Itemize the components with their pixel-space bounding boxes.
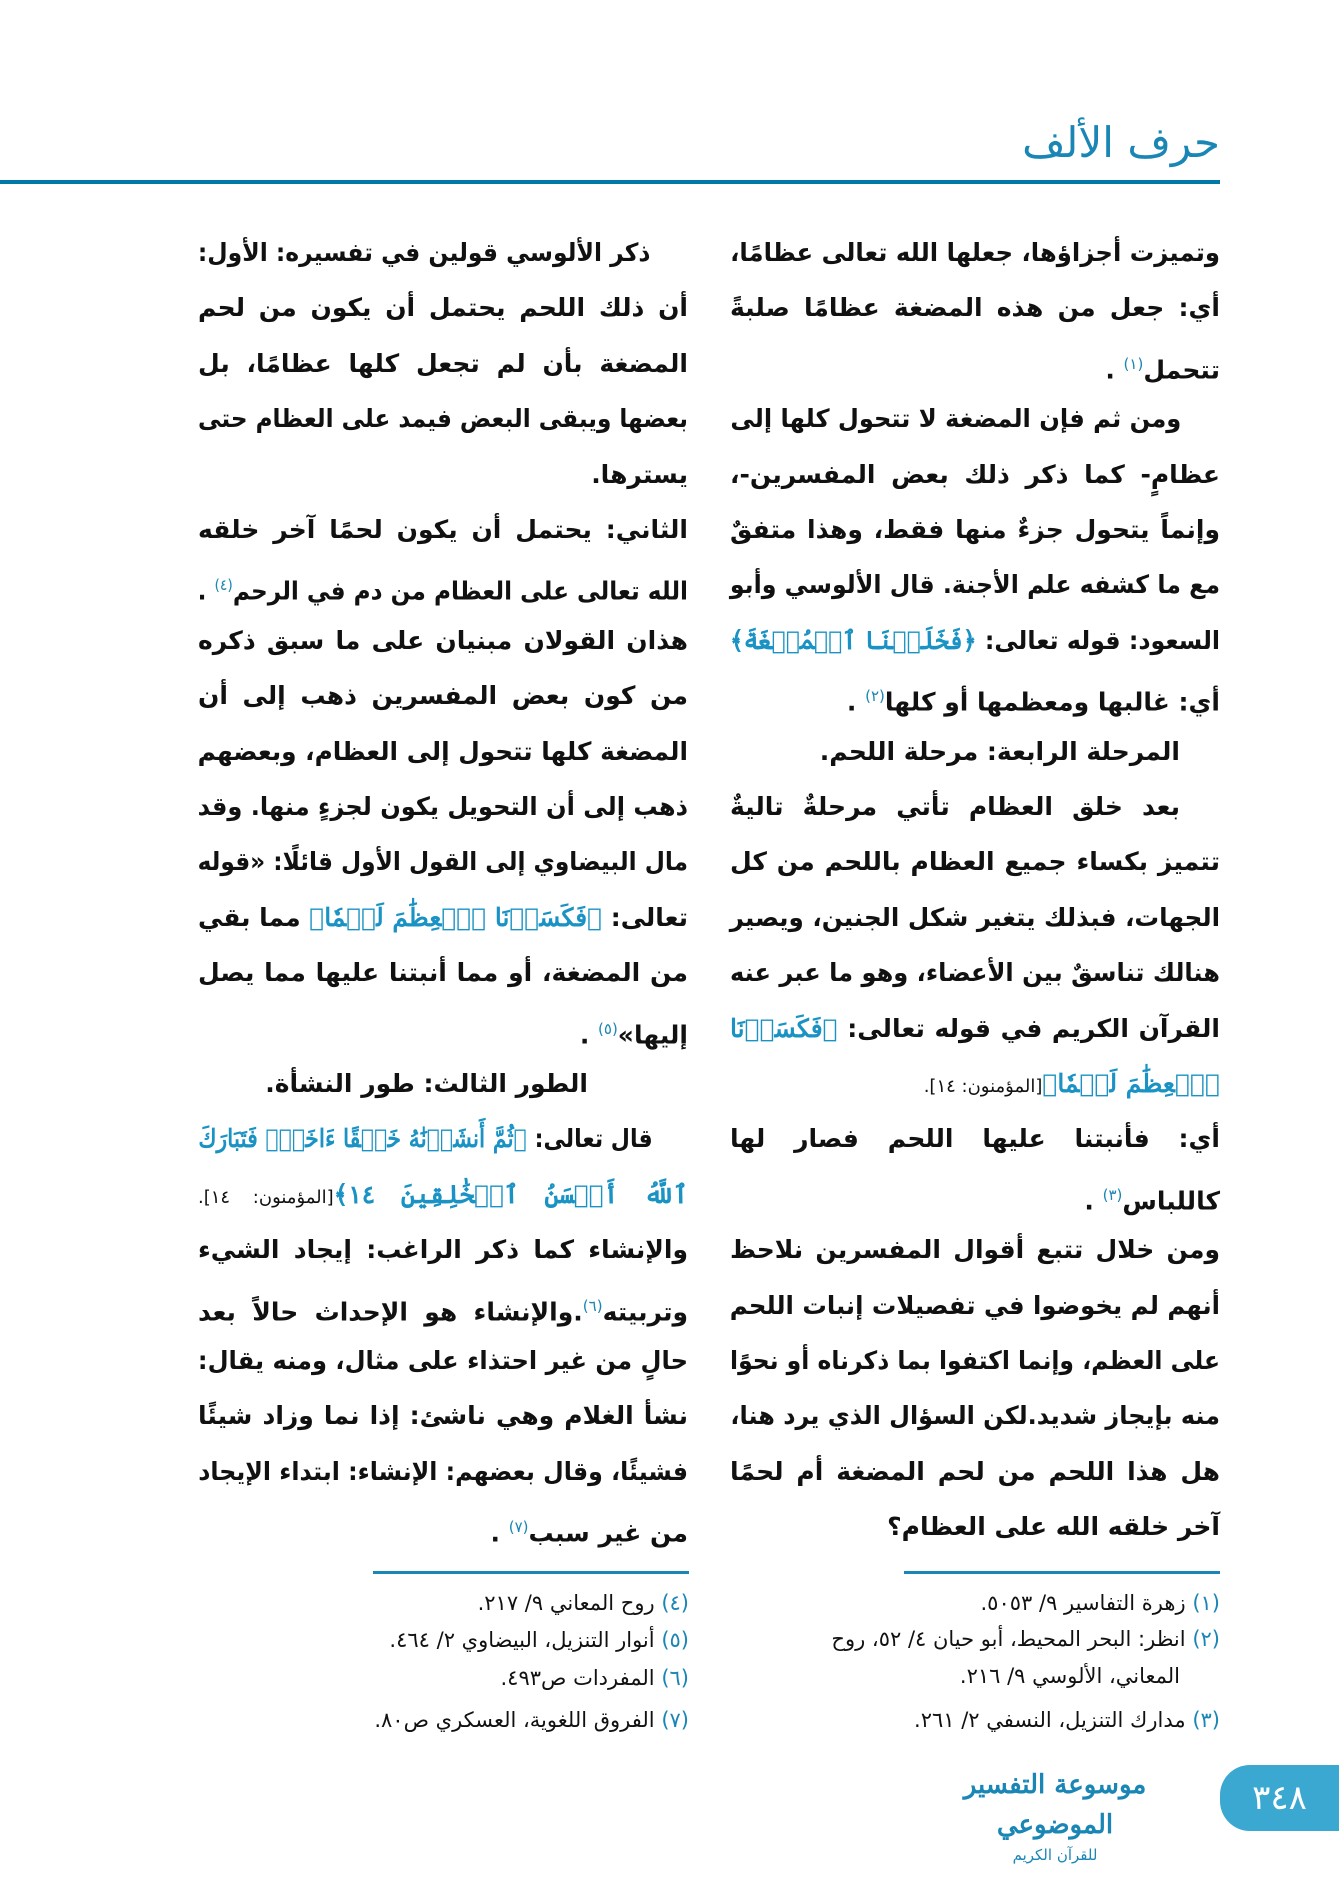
- text-segment: آخر خلقه الله على العظام؟: [887, 1512, 1220, 1542]
- text-line: [729, 1281, 1220, 1331]
- text-line: [198, 1391, 688, 1441]
- footnote-text: مدارك التنزيل، النسفي ٢/ ٢٦١.: [914, 1708, 1186, 1732]
- text-segment: تتحمل: [1143, 355, 1220, 385]
- logo-title: موسوعة التفسير الموضوعي: [963, 1770, 1147, 1840]
- text-segment: وتميزت أجزاؤها، جعلها الله تعالى عظامًا،: [730, 238, 1220, 267]
- text-segment: الجهات، فبذلك يتغير شكل الجنين، ويصير: [729, 902, 1220, 932]
- text-segment: من كون بعض المفسرين ذهب إلى أن: [198, 681, 688, 711]
- verse-reference: [المؤمنون: ١٤].: [923, 1076, 1043, 1097]
- text-segment: ذكر الألوسي قولين في تفسيره: الأول:: [197, 238, 651, 267]
- text-segment: .: [579, 1019, 599, 1049]
- text-segment: الطور الثالث: طور النشأة.: [265, 1069, 588, 1098]
- logo-subtitle: للقرآن الكريم: [1012, 1846, 1098, 1864]
- text-segment: .: [490, 1518, 509, 1548]
- text-line: [730, 228, 1220, 278]
- quran-verse: ﴿فَخَلَقۡنَا ٱلۡمُضۡغَةَ﴾: [729, 625, 977, 655]
- footnote-marker[interactable]: (٧): [508, 1518, 529, 1537]
- text-line: [198, 1059, 688, 1109]
- footnote-text: انظر: البحر المحيط، أبو حيان ٤/ ٥٢، روح: [831, 1627, 1186, 1651]
- text-segment: القرآن الكريم في قوله تعالى:: [837, 1013, 1220, 1043]
- text-segment: هنالك تناسقٌ بين الأعضاء، وهو ما عبر عنه: [730, 958, 1220, 988]
- quran-verse: ﴿فَكَسَوۡنَا ٱلۡعِظَٰمَ لَحۡمٗا﴾: [309, 902, 603, 932]
- text-line: [729, 616, 1220, 666]
- text-line: [730, 948, 1220, 998]
- text-line: [730, 1114, 1220, 1164]
- text-segment: هذان القولان مبنيان على ما سبق ذكره: [198, 625, 688, 655]
- text-line: [730, 283, 1220, 333]
- footnote-text: الفروق اللغوية، العسكري ص٨٠.: [374, 1708, 655, 1732]
- text-segment: كاللباس: [1122, 1186, 1220, 1216]
- footnote: [914, 1708, 1220, 1732]
- text-line: [730, 450, 1220, 500]
- text-line: [197, 782, 689, 832]
- text-line: [198, 1114, 688, 1164]
- text-line: [729, 893, 1220, 943]
- text-segment: من غير سبب: [528, 1518, 688, 1548]
- text-line: [730, 1502, 1220, 1552]
- footnote: [374, 1708, 689, 1732]
- text-segment: بعد خلق العظام تأتي مرحلةٌ تاليةٌ: [730, 792, 1180, 821]
- text-line: [730, 1336, 1220, 1386]
- text-line: [730, 1391, 1220, 1441]
- text-segment: فشيئًا، وقال بعضهم: الإنشاء: ابتداء الإيجاد: [198, 1456, 688, 1486]
- verse-reference: [المؤمنون: ١٤].: [198, 1186, 334, 1208]
- footnote-text: روح المعاني ٩/ ٢١٧.: [477, 1591, 655, 1615]
- footnote-number: (٥): [661, 1628, 689, 1652]
- text-line: [200, 893, 688, 943]
- text-segment: تتميز بكساء جميع العظام باللحم من كل: [730, 847, 1220, 877]
- footnote: [478, 1591, 689, 1615]
- text-segment: السعود: قوله تعالى:: [976, 625, 1220, 655]
- text-segment: أن ذلك اللحم يحتمل أن يكون من لحم: [198, 293, 688, 323]
- encyclopedia-logo: [930, 1765, 1180, 1864]
- text-line: [729, 560, 1220, 610]
- footnote: [831, 1627, 1220, 1651]
- text-segment: أي: جعل من هذه المضغة عظامًا صلبةً: [730, 293, 1220, 323]
- text-segment: أنهم لم يخوضوا في تفصيلات إنبات اللحم: [729, 1290, 1220, 1320]
- text-line: [198, 505, 688, 555]
- footnote: [980, 1591, 1220, 1615]
- text-segment: تعالى:: [602, 902, 688, 932]
- text-segment: على العظم، وإنما اكتفوا بما ذكرناه أو نحوًا: [730, 1346, 1220, 1375]
- text-line: [730, 782, 1220, 832]
- text-line: [197, 837, 689, 887]
- text-line: [730, 1170, 1220, 1220]
- text-line: [730, 1059, 1220, 1109]
- text-line: [730, 1225, 1220, 1275]
- footnote-divider-left: [373, 1571, 689, 1574]
- footnote-text: أنوار التنزيل، البيضاوي ٢/ ٤٦٤.: [389, 1628, 655, 1652]
- text-segment: هل هذا اللحم من لحم المضغة أم لحمًا: [730, 1456, 1220, 1486]
- text-segment: والإنشاء كما ذكر الراغب: إيجاد الشيء: [198, 1235, 688, 1265]
- text-line: [730, 1004, 1220, 1054]
- footnote-number: (٧): [661, 1708, 689, 1732]
- text-segment: أي: غالبها ومعظمها أو كلها: [884, 687, 1220, 717]
- text-line: [730, 1447, 1220, 1497]
- text-line: [198, 1447, 688, 1497]
- text-line: [730, 339, 1220, 389]
- footnote-text: زهرة التفاسير ٩/ ٥٠٥٣.: [980, 1591, 1186, 1615]
- text-line: [197, 560, 689, 610]
- text-line: [198, 616, 688, 666]
- quran-verse: ٱلۡعِظَٰمَ لَحۡمٗا﴾: [1042, 1069, 1220, 1098]
- text-segment: يسترها.: [591, 459, 688, 489]
- text-segment: ومن خلال تتبع أقوال المفسرين نلاحظ: [730, 1235, 1220, 1265]
- text-segment: ذهب إلى أن التحويل يكون لجزءٍ منها. وقد: [197, 792, 689, 821]
- footnote-marker[interactable]: (٥): [598, 1019, 618, 1038]
- text-segment: إليها»: [617, 1019, 688, 1049]
- page-number: ٣٤٨: [1220, 1765, 1339, 1831]
- text-segment: عظامٍ- كما ذكر ذلك بعض المفسرين-،: [730, 459, 1220, 489]
- text-segment: .: [846, 687, 866, 717]
- text-line: [198, 948, 688, 998]
- footnote-text: المعاني، الألوسي ٩/ ٢١٦.: [959, 1664, 1180, 1688]
- footnote-marker[interactable]: (٣): [1102, 1185, 1123, 1204]
- quran-verse: ٱللَّهُ أَحۡسَنُ ٱلۡخَٰلِقِينَ ١٤﴾: [333, 1179, 688, 1209]
- footnote: [960, 1664, 1180, 1688]
- quran-verse: ﴿فَكَسَوۡنَا: [730, 1013, 838, 1043]
- text-line: [197, 394, 688, 444]
- text-line: [198, 339, 688, 389]
- text-segment: الثاني: يحتمل أن يكون لحمًا آخر خلقه: [198, 515, 688, 544]
- text-segment: مال البيضاوي إلى القول الأول قائلًا: «قوله: [197, 847, 689, 877]
- header-rule: [0, 180, 1220, 184]
- text-segment: .: [1084, 1186, 1103, 1216]
- text-line: [198, 1281, 688, 1331]
- text-line: [198, 283, 688, 333]
- text-line: [198, 1502, 688, 1552]
- footnote-divider-right: [904, 1571, 1220, 1574]
- text-line: [197, 1336, 688, 1386]
- text-line: [730, 727, 1220, 777]
- footnote: [500, 1666, 689, 1690]
- text-line: [198, 1004, 688, 1054]
- footnote-number: (١): [1192, 1591, 1220, 1615]
- text-segment: مع ما كشفه علم الأجنة. قال الألوسي وأبو: [729, 570, 1220, 600]
- footnote-number: (٦): [661, 1666, 689, 1690]
- footnote-marker[interactable]: (٤): [214, 576, 233, 595]
- footnote-marker[interactable]: (٦): [582, 1296, 603, 1315]
- quran-verse: ﴿ثُمَّ أَنشَأۡنَٰهُ خَلۡقًا ءَاخَرَۚ فَتَبَارَكَ: [198, 1124, 527, 1154]
- text-segment: منه بإيجاز شديد.لكن السؤال الذي يرد هنا،: [730, 1401, 1220, 1431]
- text-line: [198, 1170, 688, 1220]
- text-line: [730, 837, 1220, 887]
- footnote-number: (٢): [1192, 1627, 1220, 1651]
- text-line: [197, 228, 688, 278]
- text-segment: .والإنشاء هو الإحداث حالاً بعد: [198, 1296, 583, 1326]
- footnote-marker[interactable]: (٢): [865, 687, 885, 706]
- text-segment: أي: فأنبتنا عليها اللحم فصار لها: [730, 1124, 1220, 1154]
- footnote-marker[interactable]: (١): [1123, 354, 1144, 373]
- text-segment: ومن ثم فإن المضغة لا تتحول كلها إلى: [730, 404, 1182, 434]
- footnote-text: المفردات ص٤٩٣.: [500, 1666, 655, 1690]
- text-line: [198, 450, 688, 500]
- text-segment: قال تعالى:: [526, 1124, 653, 1154]
- text-line: [730, 671, 1220, 721]
- text-segment: نشأ الغلام وهي ناشئ: إذا نما وزاد شيئًا: [198, 1401, 688, 1431]
- text-line: [730, 505, 1220, 555]
- text-line: [197, 727, 688, 777]
- text-segment: مما بقي: [198, 902, 310, 932]
- text-line: [730, 394, 1220, 444]
- text-segment: المرحلة الرابعة: مرحلة اللحم.: [819, 736, 1180, 766]
- text-segment: المضغة كلها تتحول إلى العظام، وبعضهم: [197, 736, 688, 766]
- text-line: [198, 1225, 688, 1275]
- text-segment: حالٍ من غير احتذاء على مثال، ومنه يقال:: [197, 1346, 688, 1375]
- text-segment: بعضها ويبقى البعض فيمد على العظام حتى: [197, 404, 688, 434]
- text-segment: وتربيته: [602, 1296, 688, 1326]
- chapter-title: حرف الألف: [1022, 118, 1220, 167]
- text-segment: وإنماً يتحول جزءٌ منها فقط، وهذا متفقٌ: [730, 515, 1220, 544]
- footnote-number: (٤): [661, 1591, 689, 1615]
- text-segment: الله تعالى على العظام من دم في الرحم: [232, 576, 689, 606]
- text-segment: المضغة بأن لم تجعل كلها عظامًا، بل: [198, 348, 688, 378]
- text-segment: .: [1105, 355, 1124, 385]
- text-line: [198, 671, 688, 721]
- footnote-number: (٣): [1192, 1708, 1220, 1732]
- footnote: [389, 1628, 689, 1652]
- text-segment: .: [197, 576, 215, 606]
- text-segment: من المضغة، أو مما أنبتنا عليها مما يصل: [198, 958, 688, 988]
